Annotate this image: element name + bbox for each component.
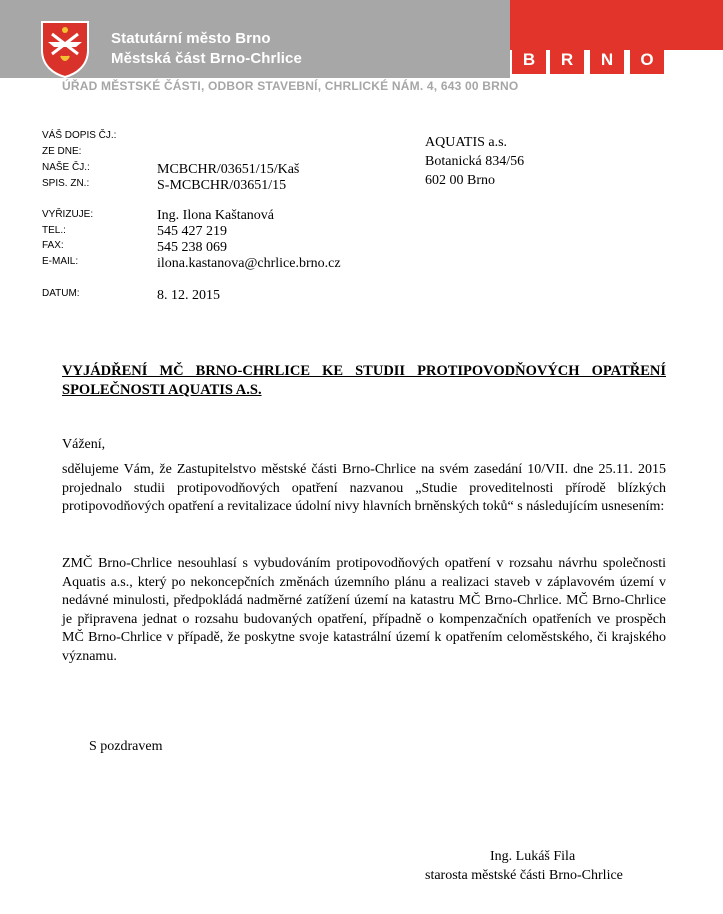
fax-value: 545 238 069 xyxy=(157,240,227,255)
label-fax: FAX: xyxy=(42,240,64,251)
label-your-letter: VÁŠ DOPIS ČJ.: xyxy=(42,130,117,141)
paragraph-resolution: ZMČ Brno-Chrlice nesouhlasí s vybudováním protipovodňových opatření v rozsahu návrhu společnosti Aquatis a.s., který po nekoncepčních změnách územního plánu a realizaci staveb v záplavovém území v nedávné minulosti, předpokládá nadměrné zatížení území na katastru MČ Brno-Chrlice. MČ Brno-Chrlice je připravena jednat o rozsahu budovaných opatření, případně o kompenzačních opatřeních ve prospěch MČ Brno-Chrlice v případě, že poskytne svoje katastrální území k opatřením celoměstského, či krajského významu. xyxy=(62,556,666,664)
brand-letter-o: O xyxy=(630,45,664,74)
recipient-city: 602 00 Brno xyxy=(425,173,495,188)
email-value: ilona.kastanova@chrlice.brno.cz xyxy=(157,256,341,271)
recipient-name: AQUATIS a.s. xyxy=(425,135,508,150)
file-ref-value: S-MCBCHR/03651/15 xyxy=(157,178,287,193)
recipient-street: Botanická 834/56 xyxy=(425,154,525,169)
handled-by-value: Ing. Ilona Kaštanová xyxy=(157,208,275,223)
letter-title: VYJÁDŘENÍ MČ BRNO-CHRLICE KE STUDII PROTIPOVODŇOVÝCH OPATŘENÍ SPOLEČNOSTI AQUATIS A.S. xyxy=(62,363,666,398)
date-value: 8. 12. 2015 xyxy=(157,288,220,303)
tel-value: 545 427 219 xyxy=(157,224,227,239)
paragraph-intro: sdělujeme Vám, že Zastupitelstvo městské části Brno-Chrlice na svém zasedání 10/VII. dne 25.11. 2015 projednalo studii protipovodňových opatření nazvanou „Studie proveditelnosti přírodě blízkých protipovodňových opatření a revitalizace údolní nivy hlavních brněnských toků“ s následujícím usnesením: xyxy=(62,462,666,514)
brand-letter-b: B xyxy=(512,45,546,74)
label-dated: ZE DNE: xyxy=(42,146,82,157)
office-address: ÚŘAD MĚSTSKÉ ČÁSTI, ODBOR STAVEBNÍ, CHRLICKÉ NÁM. 4, 643 00 BRNO xyxy=(62,79,519,93)
brand-letter-r: R xyxy=(550,45,584,74)
our-ref-value: MCBCHR/03651/15/Kaš xyxy=(157,162,300,177)
label-file-ref: SPIS. ZN.: xyxy=(42,178,90,189)
label-our-ref: NAŠE ČJ.: xyxy=(42,162,90,173)
label-email: E-MAIL: xyxy=(42,256,79,267)
label-handled-by: VYŘIZUJE: xyxy=(42,209,94,220)
label-date: DATUM: xyxy=(42,288,80,299)
signature-name: Ing. Lukáš Fila xyxy=(490,849,576,864)
label-tel: TEL.: xyxy=(42,225,66,236)
district-name: Městská část Brno-Chrlice xyxy=(111,50,302,67)
city-name: Statutární město Brno xyxy=(111,30,271,47)
closing: S pozdravem xyxy=(89,739,163,754)
greeting: Vážení, xyxy=(62,437,106,452)
signature-role: starosta městské části Brno-Chrlice xyxy=(425,868,623,883)
recipient-address xyxy=(425,133,524,190)
brand-letter-n: N xyxy=(590,45,624,74)
coat-of-arms-icon xyxy=(40,20,90,78)
